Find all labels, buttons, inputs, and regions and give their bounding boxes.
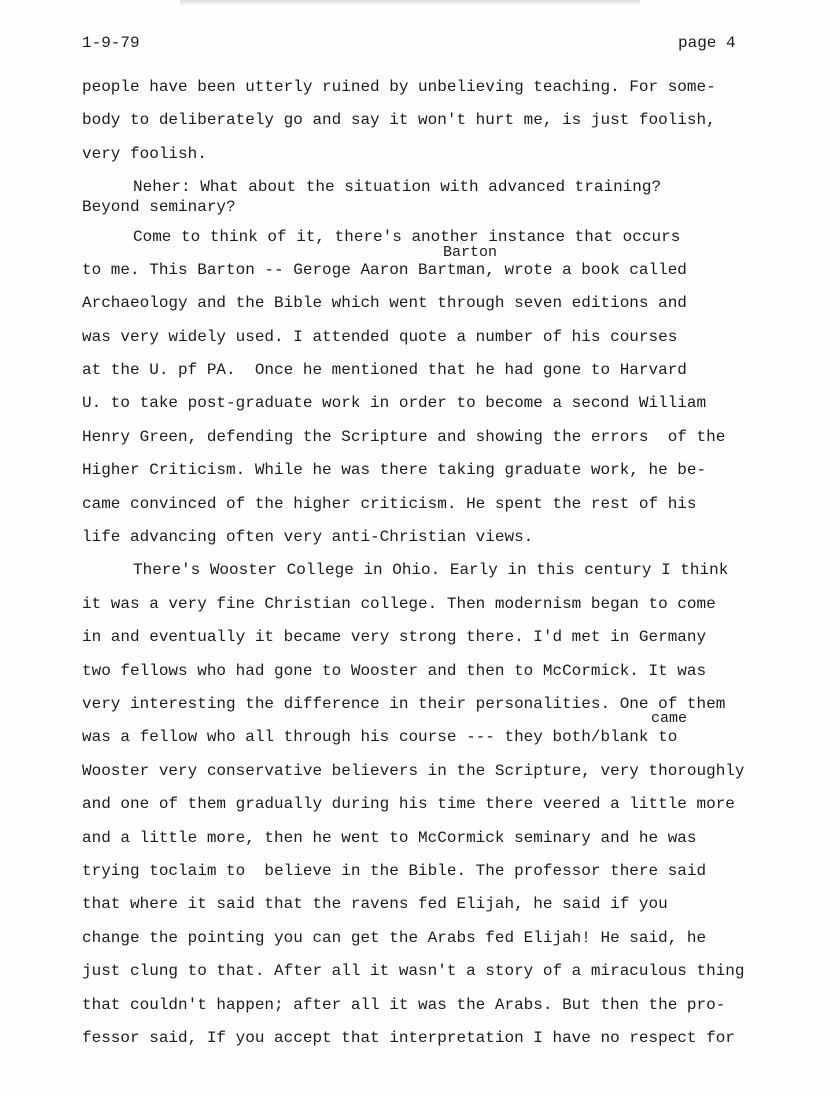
text-line: Wooster very conservative believers in the Scripture, very thoroughly (82, 762, 745, 780)
text-line: two fellows who had gone to Wooster and then to McCormick. It was (82, 662, 707, 680)
text-line: just clung to that. After all it wasn't a story of a miraculous thing (82, 962, 745, 980)
text-line: U. to take post-graduate work in order to become a second William (82, 394, 707, 412)
text-line: very foolish. (82, 145, 207, 163)
text-line: that couldn't happen; after all it was the Arabs. But then the pro- (82, 996, 726, 1014)
insertion-barton: Barton (443, 244, 498, 261)
text-line: life advancing often very anti-Christian views. (82, 528, 534, 546)
text-line: and a little more, then he went to McCormick seminary and he was (82, 829, 697, 847)
scan-smudge (180, 0, 640, 6)
text-line: body to deliberately go and say it won't hurt me, is just foolish, (82, 111, 716, 129)
text-line: people have been utterly ruined by unbelieving teaching. For some- (82, 78, 716, 96)
text-line: very interesting the difference in their personalities. One of them (82, 695, 726, 713)
text-line: in and eventually it became very strong there. I'd met in Germany (82, 628, 707, 646)
text-line: was very widely used. I attended quote a number of his courses (82, 328, 678, 346)
text-line: Come to think of it, there's another instance that occurs (133, 228, 681, 246)
text-line: that where it said that the ravens fed Elijah, he said if you (82, 895, 668, 913)
text-line: Neher: What about the situation with advanced training? (133, 178, 662, 196)
text-line: was a fellow who all through his course --- they both/blank to (82, 728, 678, 746)
text-line: There's Wooster College in Ohio. Early in this century I think (133, 561, 729, 579)
text-line: Archaeology and the Bible which went through seven editions and (82, 294, 687, 312)
text-line: to me. This Barton -- Geroge Aaron Bartman, wrote a book called (82, 261, 687, 279)
text-line: came convinced of the higher criticism. He spent the rest of his (82, 495, 697, 513)
text-line: trying toclaim to believe in the Bible. The professor there said (82, 862, 707, 880)
insertion-came: came (651, 710, 688, 727)
text-line: change the pointing you can get the Arabs fed Elijah! He said, he (82, 929, 707, 947)
header-page-number: page 4 (678, 34, 736, 52)
text-line: Henry Green, defending the Scripture and showing the errors of the (82, 428, 726, 446)
text-line: Beyond seminary? (82, 198, 236, 216)
header-date: 1-9-79 (82, 34, 140, 52)
text-line: Higher Criticism. While he was there taking graduate work, he be- (82, 461, 707, 479)
text-line: it was a very fine Christian college. Then modernism began to come (82, 595, 716, 613)
text-line: fessor said, If you accept that interpretation I have no respect for (82, 1029, 735, 1047)
text-line: and one of them gradually during his time there veered a little more (82, 795, 735, 813)
text-line: at the U. pf PA. Once he mentioned that he had gone to Harvard (82, 361, 687, 379)
